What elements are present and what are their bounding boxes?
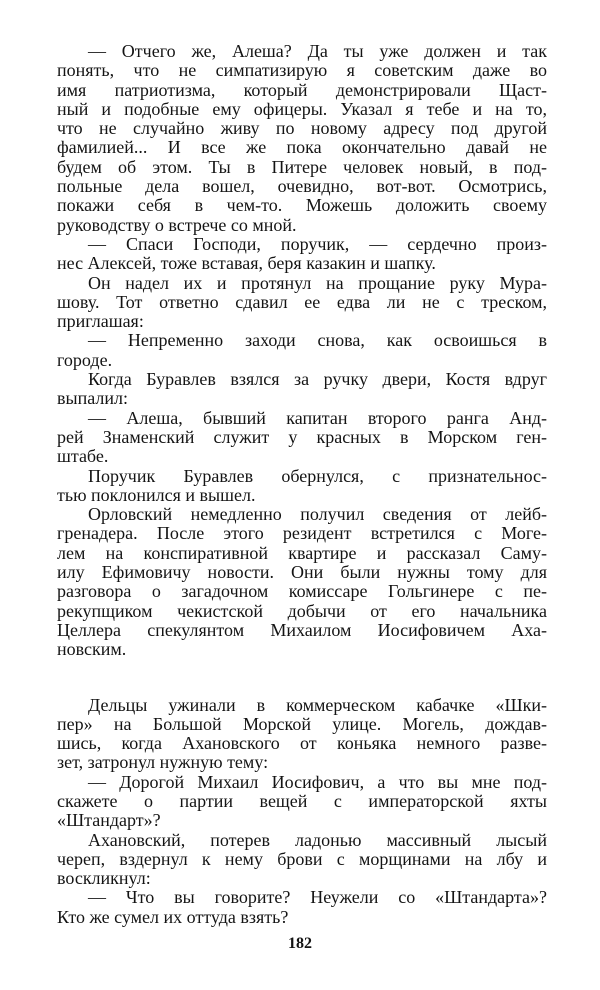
- paragraph: [57, 505, 547, 659]
- text-line: Целлера спекулянтом Михаилом Иосифовичем Аха-: [57, 619, 547, 640]
- text-line: Когда Буравлев взялся за ручку двери, Костя вдруг: [88, 369, 547, 390]
- text-line: имя патриотизма, который демонстрировали Щаст-: [57, 79, 547, 100]
- text-line: выпалил:: [57, 388, 128, 409]
- paragraph: [57, 274, 547, 332]
- text-line: понять, что не симпатизирую я советским даже во: [57, 60, 547, 81]
- text-line: фамилией... И все же пока окончательно давай не: [57, 137, 547, 158]
- text-line: что не случайно живу по новому адресу под другой: [57, 118, 547, 139]
- paragraph: [57, 370, 547, 409]
- text-line: воскликнул:: [57, 868, 151, 889]
- text-line: Кто же сумел их оттуда взять?: [57, 906, 289, 927]
- text-line: польные дела вошел, очевидно, вот-вот. Осмотрись,: [57, 176, 547, 197]
- text-line: Орловский немедленно получил сведения от лейб-: [88, 504, 547, 525]
- text-line: руководству о встрече со мной.: [57, 214, 297, 235]
- text-line: рекупщиком чекистской добычи от его начальника: [57, 600, 547, 621]
- text-line: гренадера. После этого резидент встретился с Моге-: [57, 523, 547, 544]
- paragraph: [57, 773, 547, 831]
- text-line: нес Алексей, тоже вставая, беря казакин и шапку.: [57, 253, 436, 274]
- text-line: — Что вы говорите? Неужели со «Штандарта»?: [88, 887, 547, 908]
- text-line: шись, когда Ахановского от коньяка немного разве-: [57, 733, 547, 754]
- text-line: пер» на Большой Морской улице. Могель, дождав-: [57, 713, 547, 734]
- text-line: приглашая:: [57, 311, 144, 332]
- paragraph: [57, 42, 547, 235]
- text-line: городе.: [57, 349, 113, 370]
- text-line: илу Ефимовичу новости. Они были нужны тому для: [57, 562, 547, 583]
- page-number: 182: [288, 935, 312, 952]
- text-line: Дельцы ужинали в коммерческом кабачке «Шки-: [88, 694, 547, 715]
- text-line: «Штандарт»?: [57, 810, 161, 831]
- text-line: тью поклонился и вышел.: [57, 484, 256, 505]
- book-page-body: [57, 42, 547, 927]
- text-line: зет, затронул нужную тему:: [57, 752, 269, 773]
- paragraph: [57, 467, 547, 506]
- text-section: [57, 42, 547, 660]
- text-line: штабе.: [57, 446, 109, 467]
- text-line: череп, вздернул к нему брови с морщинами на лбу и: [57, 848, 547, 869]
- text-line: Ахановский, потерев ладонью массивный лысый: [88, 829, 547, 850]
- text-line: Он надел их и протянул на прощание руку Мура-: [88, 272, 547, 293]
- text-line: шову. Тот ответно сдавил ее едва ли не с треском,: [57, 291, 547, 312]
- text-section: [57, 696, 547, 928]
- paragraph: [57, 888, 547, 927]
- paragraph: [57, 331, 547, 370]
- text-line: — Дорогой Михаил Иосифович, а что вы мне под-: [88, 771, 547, 792]
- text-line: скажете о партии вещей с императорской яхты: [57, 790, 547, 811]
- text-line: рей Знаменский служит у красных в Морском ген-: [57, 426, 547, 447]
- paragraph: [57, 831, 547, 889]
- text-line: — Отчего же, Алеша? Да ты уже должен и так: [88, 41, 547, 61]
- text-line: покажи себя в чем-то. Можешь доложить своему: [57, 195, 547, 216]
- text-line: — Спаси Господи, поручик, — сердечно произ-: [88, 233, 547, 254]
- paragraph: [57, 696, 547, 773]
- paragraph: [57, 409, 547, 467]
- text-line: лем на конспиративной квартире и рассказал Саму-: [57, 542, 547, 563]
- text-line: ный и подобные ему офицеры. Указал я тебе и на то,: [57, 98, 547, 119]
- text-line: новским.: [57, 639, 127, 660]
- text-line: разговора о загадочном комиссаре Гольгинере с пе-: [57, 581, 547, 602]
- paragraph: [57, 235, 547, 274]
- text-line: Поручик Буравлев обернулся, с признательнос-: [88, 465, 547, 486]
- text-line: будем об этом. Ты в Питере человек новый, в под-: [57, 156, 547, 177]
- text-line: — Непременно заходи снова, как освоишься в: [88, 330, 547, 351]
- text-line: — Алеша, бывший капитан второго ранга Анд-: [88, 407, 547, 428]
